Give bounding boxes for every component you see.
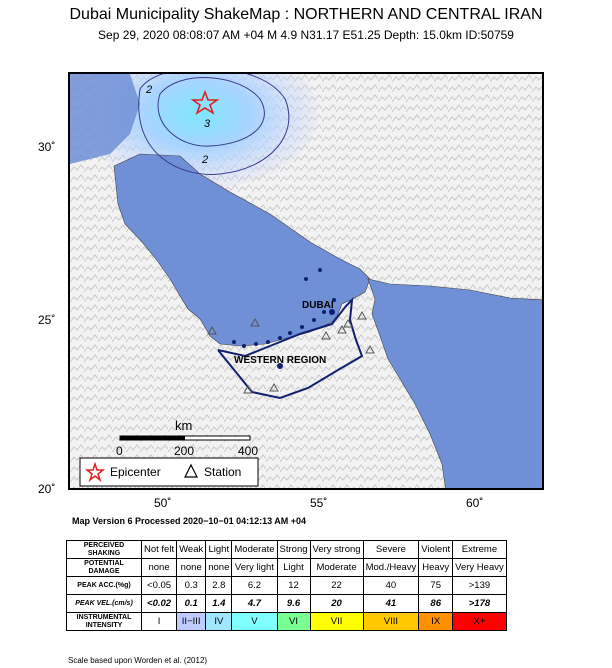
cell: Light — [206, 541, 232, 559]
lon-label-50: 50˚ — [154, 496, 172, 510]
cell: 41 — [363, 595, 419, 613]
cell: Extreme — [453, 541, 507, 559]
processed-info: Map Version 6 Processed 2020−10−01 04:12:13 AM +04 — [72, 516, 307, 526]
intensity-cell: VIII — [363, 613, 419, 631]
cell: 0.1 — [177, 595, 206, 613]
contour-label: 2 — [146, 84, 153, 96]
cell: 2.8 — [206, 577, 232, 595]
intensity-legend-table — [66, 540, 507, 631]
row-header: PERCEIVED SHAKING — [67, 541, 142, 559]
legend-station-label: Station — [204, 465, 242, 479]
event-info: Sep 29, 2020 08:08:07 AM +04 M 4.9 N31.17 E51.25 Depth: 15.0km ID:50759 — [98, 28, 514, 42]
intensity-cell: VI — [277, 613, 310, 631]
cell: Moderate — [232, 541, 277, 559]
cell: 86 — [419, 595, 453, 613]
legend-row-damage — [67, 559, 507, 577]
scalebar-tick: 400 — [238, 444, 259, 458]
cell: none — [177, 559, 206, 577]
cell: 6.2 — [232, 577, 277, 595]
cell: 9.6 — [277, 595, 310, 613]
cell: 22 — [310, 577, 363, 595]
scalebar-tick: 0 — [116, 444, 123, 458]
cell: none — [206, 559, 232, 577]
cell: Light — [277, 559, 310, 577]
lat-label-30: 30˚ — [38, 140, 56, 154]
place-label-western-region: WESTERN REGION — [234, 355, 327, 366]
intensity-cell: II−III — [177, 613, 206, 631]
cell: Not felt — [142, 541, 177, 559]
legend-epicenter-label: Epicenter — [110, 465, 161, 479]
intensity-cell: IV — [206, 613, 232, 631]
shakemap-area[interactable] — [68, 72, 544, 490]
cell: 4.7 — [232, 595, 277, 613]
cell: 12 — [277, 577, 310, 595]
cell: none — [142, 559, 177, 577]
cell: Mod./Heavy — [363, 559, 419, 577]
cell: >139 — [453, 577, 507, 595]
place-label-dubai: DUBAI — [302, 300, 334, 311]
intensity-cell: X+ — [453, 613, 507, 631]
row-header: PEAK VEL.(cm/s) — [67, 595, 142, 613]
cell: Moderate — [310, 559, 363, 577]
scale-note: Scale based upon Worden et al. (2012) — [68, 656, 208, 665]
cell: 75 — [419, 577, 453, 595]
contour-label: 3 — [204, 118, 211, 130]
intensity-cell: I — [142, 613, 177, 631]
cell: 1.4 — [206, 595, 232, 613]
cell: 40 — [363, 577, 419, 595]
cell: 0.3 — [177, 577, 206, 595]
intensity-cell: V — [232, 613, 277, 631]
cell: Weak — [177, 541, 206, 559]
map-title: Dubai Municipality ShakeMap : NORTHERN AND CENTRAL IRAN — [69, 6, 543, 23]
lat-label-25: 25˚ — [38, 313, 56, 327]
map-svg — [70, 74, 544, 490]
cell: >178 — [453, 595, 507, 613]
cell: Very Heavy — [453, 559, 507, 577]
cell: Very strong — [310, 541, 363, 559]
cell: Violent — [419, 541, 453, 559]
cell: <0.05 — [142, 577, 177, 595]
lon-label-60: 60˚ — [466, 496, 484, 510]
cell: 20 — [310, 595, 363, 613]
lat-label-20: 20˚ — [38, 482, 56, 496]
intensity-cell: VII — [310, 613, 363, 631]
cell: Severe — [363, 541, 419, 559]
contour-label: 2 — [202, 154, 209, 166]
scalebar-tick: 200 — [174, 444, 195, 458]
cell: Strong — [277, 541, 310, 559]
cell: Very light — [232, 559, 277, 577]
lon-label-55: 55˚ — [310, 496, 328, 510]
cell: <0.02 — [142, 595, 177, 613]
row-header: INSTRUMENTAL INTENSITY — [67, 613, 142, 631]
legend-row-acc — [67, 577, 507, 595]
row-header: PEAK ACC.(%g) — [67, 577, 142, 595]
row-header: POTENTIAL DAMAGE — [67, 559, 142, 577]
legend-row-vel — [67, 595, 507, 613]
intensity-cell: IX — [419, 613, 453, 631]
legend-row-shaking — [67, 541, 507, 559]
cell: Heavy — [419, 559, 453, 577]
legend-row-intensity — [67, 613, 507, 631]
scalebar-unit: km — [175, 418, 193, 433]
